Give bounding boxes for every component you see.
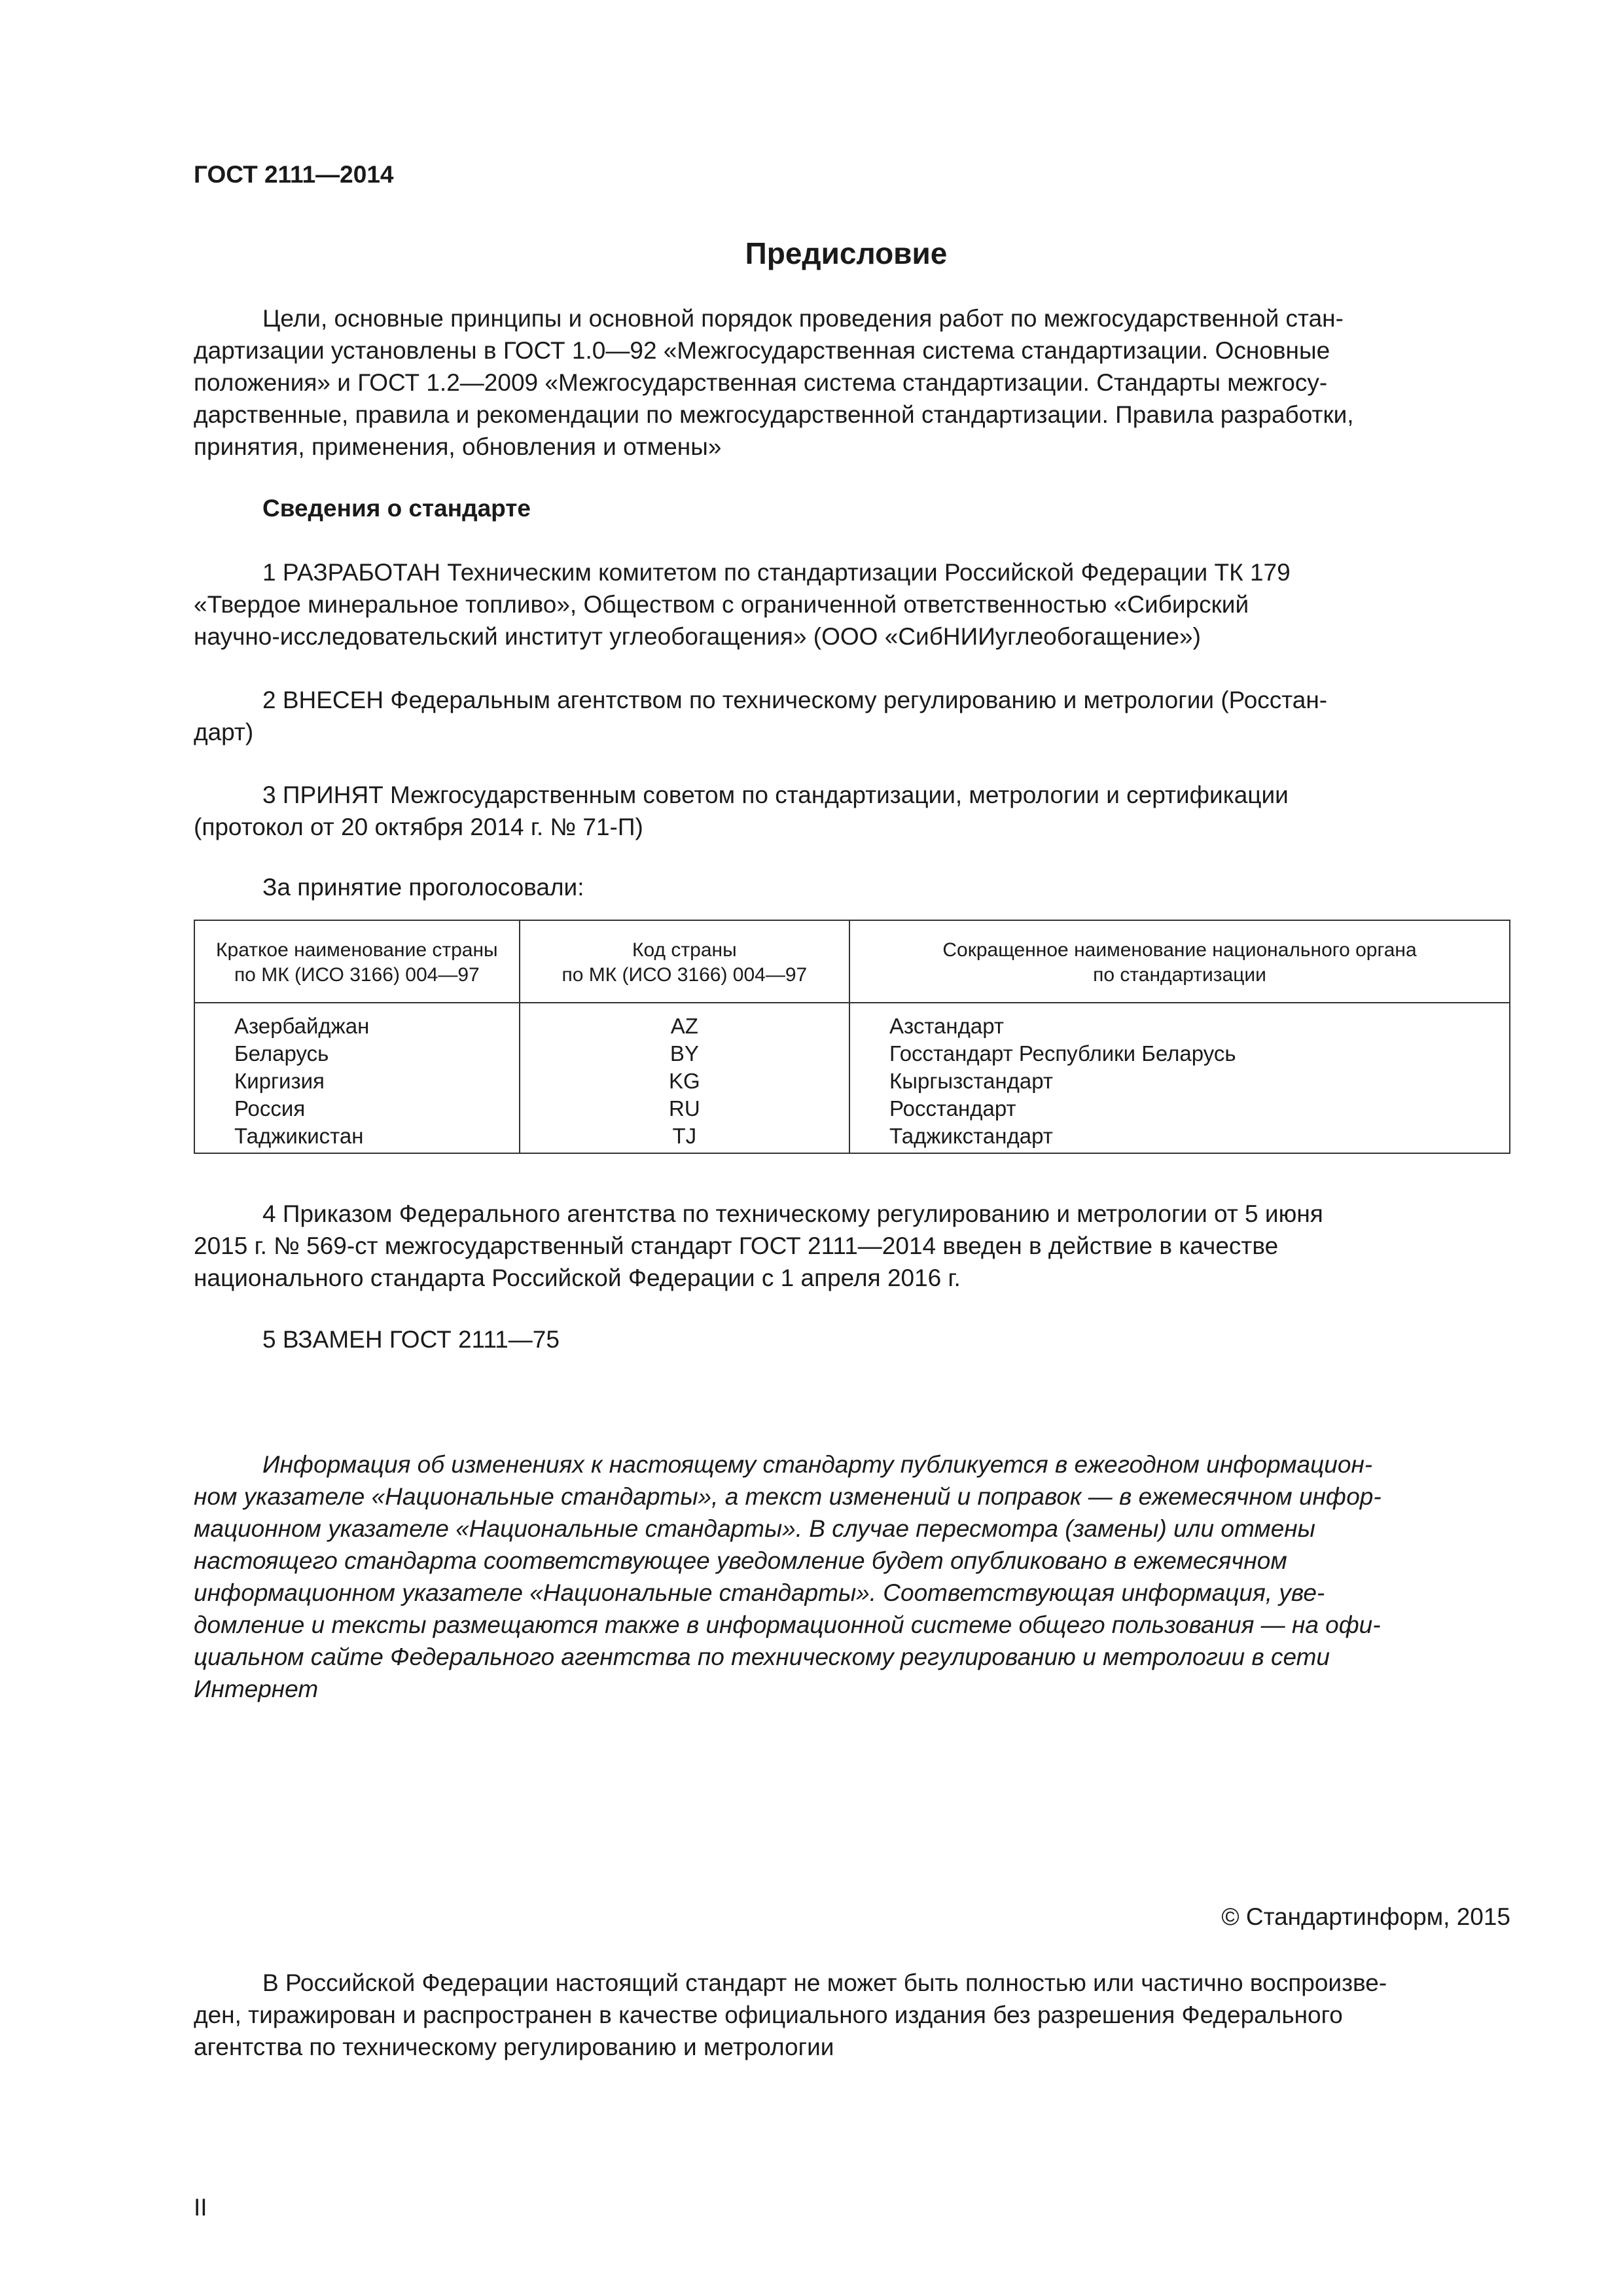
country-cell: Киргизия bbox=[194, 1067, 520, 1095]
country-cell: Россия bbox=[194, 1095, 520, 1122]
code-cell: KG bbox=[520, 1067, 849, 1095]
table-row bbox=[194, 1095, 1510, 1122]
item-1-developed: 1 РАЗРАБОТАН Техническим комитетом по стандартизации Российской Федерации ТК 179 «Твердое минеральное топливо», Обществом с ограниченной ответственностью «Сибирский научно-исследовательский институт углеобогащения» (ООО «СибНИИуглеобогащение») bbox=[194, 559, 1291, 650]
table-row bbox=[194, 1003, 1510, 1040]
body-cell: Кыргызстандарт bbox=[849, 1067, 1510, 1095]
voting-table bbox=[194, 920, 1510, 1154]
intro-paragraph: Цели, основные принципы и основной порядок проведения работ по межгосударственной стан- дартизации установлены в ГОСТ 1.0—92 «Межгосударственная система стандартизации. Основные положения» и ГОСТ 1.2—2009 «Межгосударственная система стандартизации. Стандарты межгосу- дарственные, правила и рекомендации по межгосударственной стандартизации. Правила разработки, принятия, применения, обновления и отмены» bbox=[194, 305, 1354, 460]
page-number: II bbox=[194, 2194, 207, 2221]
body-cell: Таджикстандарт bbox=[849, 1122, 1510, 1153]
table-row bbox=[194, 1122, 1510, 1153]
copyright-line: © Стандартинформ, 2015 bbox=[1221, 1903, 1510, 1930]
info-notice: Информация об изменениях к настоящему стандарту публикуется в ежегодном информацион- ном указателе «Национальные стандарты», а текст изменений и поправок — в ежемесячном инфор- мационном указателе «Национальные стандарты». В случае пересмотра (замены) или отмены настоящего стандарта соответствующее уведомление будет опубликовано в ежемесячном информационном указателе «Национальные стандарты». Соответствующая информация, уве- домление и тексты размещаются также в информационной системе общего пользования — на офи- циальном сайте Федерального агентства по техническому регулированию и метрологии в сети Интернет bbox=[194, 1451, 1382, 1702]
table-row bbox=[194, 1040, 1510, 1067]
item-3-adopted: 3 ПРИНЯТ Межгосударственным советом по стандартизации, метрологии и сертификации (протокол от 20 октября 2014 г. № 71-П) bbox=[194, 781, 1289, 840]
country-cell: Беларусь bbox=[194, 1040, 520, 1067]
section-heading: Сведения о стандарте bbox=[262, 495, 531, 522]
country-cell: Таджикистан bbox=[194, 1122, 520, 1153]
code-cell: BY bbox=[520, 1040, 849, 1067]
page-title: Предисловие bbox=[745, 236, 948, 270]
voted-label: За принятие проголосовали: bbox=[262, 874, 584, 901]
item-4-order: 4 Приказом Федерального агентства по техническому регулированию и метрологии от 5 июня 2015 г. № 569-ст межгосударственный стандарт ГОСТ 2111—2014 введен в действие в качестве национального стандарта Российской Федерации с 1 апреля 2016 г. bbox=[194, 1200, 1323, 1291]
code-cell: TJ bbox=[520, 1122, 849, 1153]
body-cell: Азстандарт bbox=[849, 1003, 1510, 1040]
reproduction-notice: В Российской Федерации настоящий стандарт не может быть полностью или частично воспроизве- ден, тиражирован и распространен в качестве официального издания без разрешения Федерального агентства по техническому регулированию и метрологии bbox=[194, 1969, 1387, 2060]
document-id-header: ГОСТ 2111—2014 bbox=[194, 161, 394, 188]
column-header-code: Код страны по МК (ИСО 3166) 004—97 bbox=[520, 920, 849, 1003]
table-row bbox=[194, 1067, 1510, 1095]
country-cell: Азербайджан bbox=[194, 1003, 520, 1040]
item-2-introduced: 2 ВНЕСЕН Федеральным агентством по техническому регулированию и метрологии (Росстан- дарт) bbox=[194, 687, 1328, 745]
body-cell: Госстандарт Республики Беларусь bbox=[849, 1040, 1510, 1067]
column-header-country: Краткое наименование страны по МК (ИСО 3166) 004—97 bbox=[194, 920, 520, 1003]
code-cell: AZ bbox=[520, 1003, 849, 1040]
code-cell: RU bbox=[520, 1095, 849, 1122]
item-5-replaces: 5 ВЗАМЕН ГОСТ 2111—75 bbox=[262, 1326, 560, 1353]
column-header-body: Сокращенное наименование национального органа по стандартизации bbox=[849, 920, 1510, 1003]
table-header-row bbox=[194, 920, 1510, 1003]
body-cell: Росстандарт bbox=[849, 1095, 1510, 1122]
